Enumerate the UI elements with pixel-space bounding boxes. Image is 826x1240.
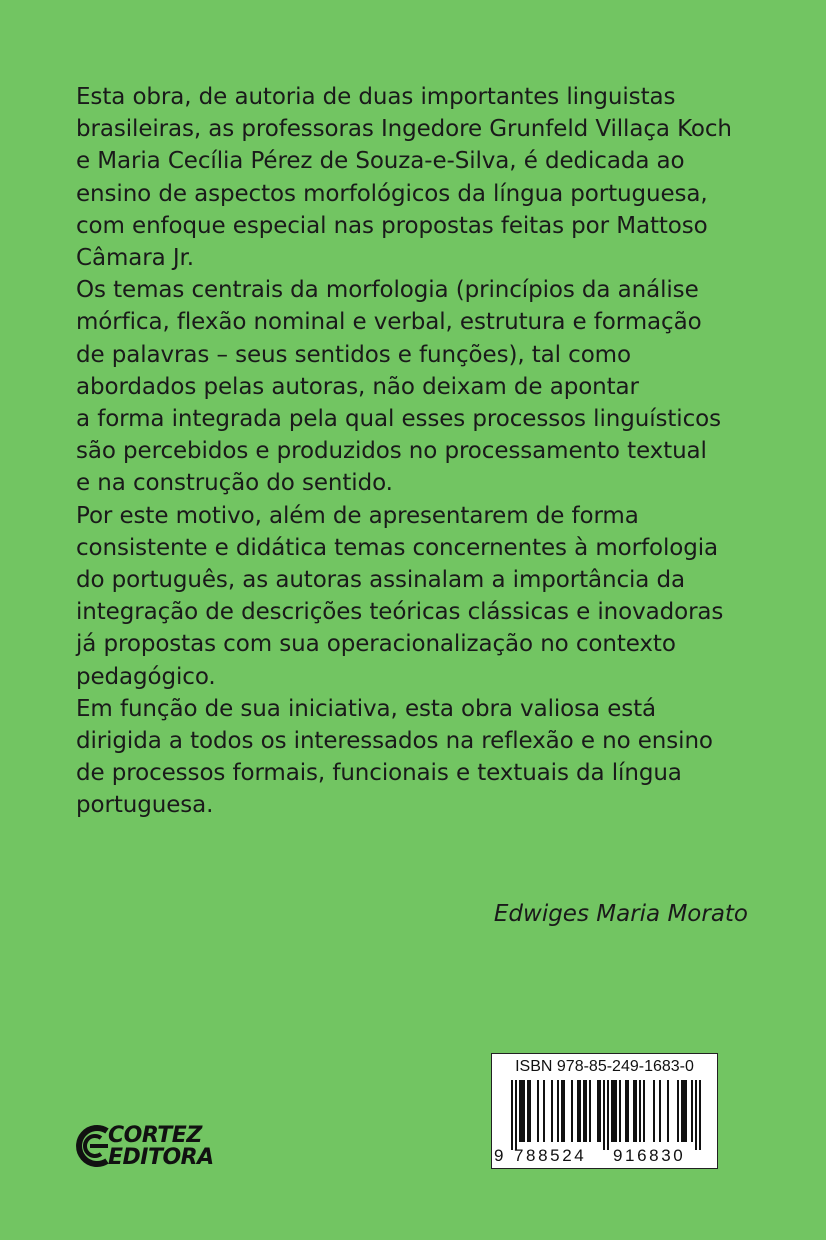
cortez-logo-mark-icon [74, 1121, 112, 1171]
blurb-paragraph-3 [76, 500, 756, 693]
barcode-bar [667, 1080, 669, 1142]
barcode-bar [527, 1080, 529, 1142]
blurb-text [76, 81, 756, 822]
blurb-paragraph-1 [76, 81, 756, 274]
isbn-label: ISBN 978-85-249-1683-0 [515, 1058, 694, 1075]
barcode-bar [627, 1080, 629, 1142]
text-line: consistente e didática temas concernentes à morfologia [76, 534, 719, 561]
text-line: portuguesa. [76, 792, 214, 819]
text-line: de processos formais, funcionais e textuais da língua [76, 760, 682, 787]
text-line: com enfoque especial nas propostas feitas por Mattoso [76, 212, 708, 239]
barcode-bars [502, 1080, 706, 1150]
barcode-bar [619, 1080, 621, 1142]
barcode-bar [577, 1080, 579, 1142]
barcode-bar [613, 1080, 615, 1142]
barcode-bar [521, 1080, 523, 1142]
text-line: e Maria Cecília Pérez de Souza-e-Silva, é dedicada ao [76, 148, 685, 175]
text-line: mórfica, flexão nominal e verbal, estrutura e formação [76, 309, 702, 336]
barcode-bar [571, 1080, 573, 1142]
barcode-bar [511, 1080, 513, 1150]
barcode-bar [635, 1080, 637, 1142]
barcode-bar [563, 1080, 565, 1142]
barcode-bar [519, 1080, 521, 1142]
barcode-bar [685, 1080, 687, 1142]
barcode-bar [691, 1080, 693, 1142]
barcode-bar [639, 1080, 641, 1142]
text-line: Câmara Jr. [76, 245, 194, 272]
text-line: brasileiras, as professoras Ingedore Grunfeld Villaça Koch [76, 116, 732, 143]
barcode-bar [699, 1080, 701, 1150]
publisher-name-line1: CORTEZ [108, 1123, 202, 1148]
barcode-bar [579, 1080, 581, 1142]
barcode-bar [677, 1080, 679, 1142]
barcode-bar [599, 1080, 601, 1142]
barcode-bar [681, 1080, 683, 1142]
barcode-bar [557, 1080, 559, 1142]
barcode-bar [597, 1080, 599, 1142]
barcode-bar [615, 1080, 617, 1142]
barcode-bar [633, 1080, 635, 1142]
text-line: Os temas centrais da morfologia (princípios da análise [76, 277, 699, 304]
barcode-bar [523, 1080, 525, 1142]
barcode-bar [515, 1080, 517, 1150]
barcode-bar [603, 1080, 605, 1150]
text-line: Em função de sua iniciativa, esta obra valiosa está [76, 695, 657, 722]
text-line: do português, as autoras assinalam a importância da [76, 567, 686, 594]
barcode-digits [492, 1146, 717, 1166]
barcode-bar [543, 1080, 545, 1142]
barcode-bar [653, 1080, 655, 1142]
blurb-paragraph-2 [76, 274, 756, 499]
blurb-author: Edwiges Maria Morato [493, 901, 748, 927]
text-line: já propostas com sua operacionalização no contexto [76, 631, 676, 658]
publisher-name-line2: EDITORA [108, 1145, 214, 1170]
barcode-bar [537, 1080, 539, 1142]
isbn-barcode [491, 1053, 718, 1169]
barcode-bar [625, 1080, 627, 1142]
text-line: abordados pelas autoras, não deixam de apontar [76, 373, 639, 400]
barcode-bar [551, 1080, 553, 1142]
text-line: de palavras – seus sentidos e funções), tal como [76, 341, 631, 368]
barcode-bar [683, 1080, 685, 1142]
barcode-bar [583, 1080, 585, 1142]
barcode-bar [561, 1080, 563, 1142]
text-line: são percebidos e produzidos no processamento textual [76, 438, 707, 465]
text-line: dirigida a todos os interessados na reflexão e no ensino [76, 728, 713, 755]
barcode-right-digits: 916830 [613, 1146, 686, 1165]
barcode-bar [659, 1080, 661, 1142]
text-line: pedagógico. [76, 663, 216, 690]
barcode-left-digits: 788524 [514, 1146, 587, 1165]
text-line: Esta obra, de autoria de duas importantes linguistas [76, 84, 676, 110]
text-line: ensino de aspectos morfológicos da língua portuguesa, [76, 180, 708, 207]
text-line: integração de descrições teóricas clássicas e inovadoras [76, 599, 724, 626]
barcode-bar [643, 1080, 645, 1142]
barcode-bar [695, 1080, 697, 1150]
barcode-bar [611, 1080, 613, 1142]
text-line: e na construção do sentido. [76, 470, 393, 497]
barcode-bar [585, 1080, 587, 1142]
blurb-paragraph-4 [76, 693, 756, 822]
barcode-first-digit: 9 [494, 1146, 504, 1165]
text-line: a forma integrada pela qual esses processos linguísticos [76, 406, 721, 433]
text-line: Por este motivo, além de apresentarem de forma [76, 502, 639, 529]
barcode-bar [607, 1080, 609, 1150]
barcode-bar [589, 1080, 591, 1142]
barcode-bar [529, 1080, 531, 1142]
publisher-logo [74, 1121, 234, 1171]
